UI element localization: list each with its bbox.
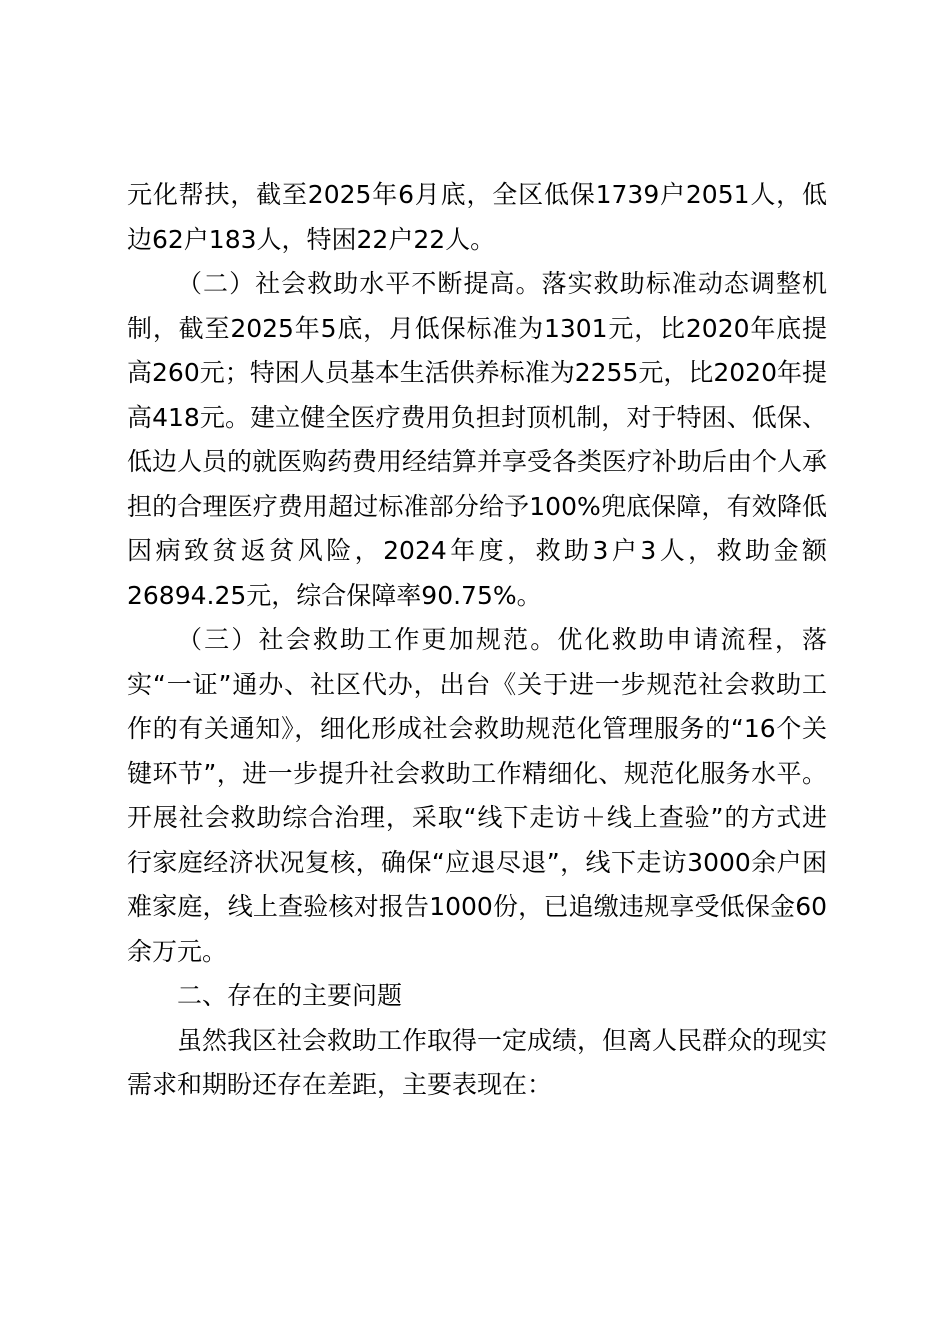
document-body	[127, 173, 827, 1108]
paragraph-problems-intro: 虽然我区社会救助工作取得一定成绩，但离人民群众的现实需求和期盼还存在差距，主要表现在：	[127, 1025, 828, 1099]
paragraph-social-assistance-standardization: （三）社会救助工作更加规范。优化救助申请流程，落实“一证”通办、社区代办，出台《关于进一步规范社会救助工作的有关通知》，细化形成社会救助规范化管理服务的“16个关键环节”，进一步提升社会救助工作精细化、规范化服务水平。开展社会救助综合治理，采取“线下走访＋线上查验”的方式进行家庭经济状况复核，确保“应退尽退”，线下走访3000余户困难家庭，线上查验核对报告1000份，已追缴违规享受低保金60余万元。	[127, 625, 827, 966]
section-heading-main-problems: 二、存在的主要问题	[177, 981, 403, 1010]
paragraph-continuation: 元化帮扶，截至2025年6月底，全区低保1739户2051人，低边62户183人，特困22户22人。	[127, 180, 827, 254]
paragraph-social-assistance-level: （二）社会救助水平不断提高。落实救助标准动态调整机制，截至2025年5底，月低保标准为1301元，比2020年底提高260元；特困人员基本生活供养标准为2255元，比2020年提高418元。建立健全医疗费用负担封顶机制，对于特困、低保、低边人员的就医购药费用经结算并享受各类医疗补助后由个人承担的合理医疗费用超过标准部分给予100%兜底保障，有效降低因病致贫返贫风险，2024年度，救助3户3人，救助金额26894.25元，综合保障率90.75%。	[127, 269, 828, 610]
